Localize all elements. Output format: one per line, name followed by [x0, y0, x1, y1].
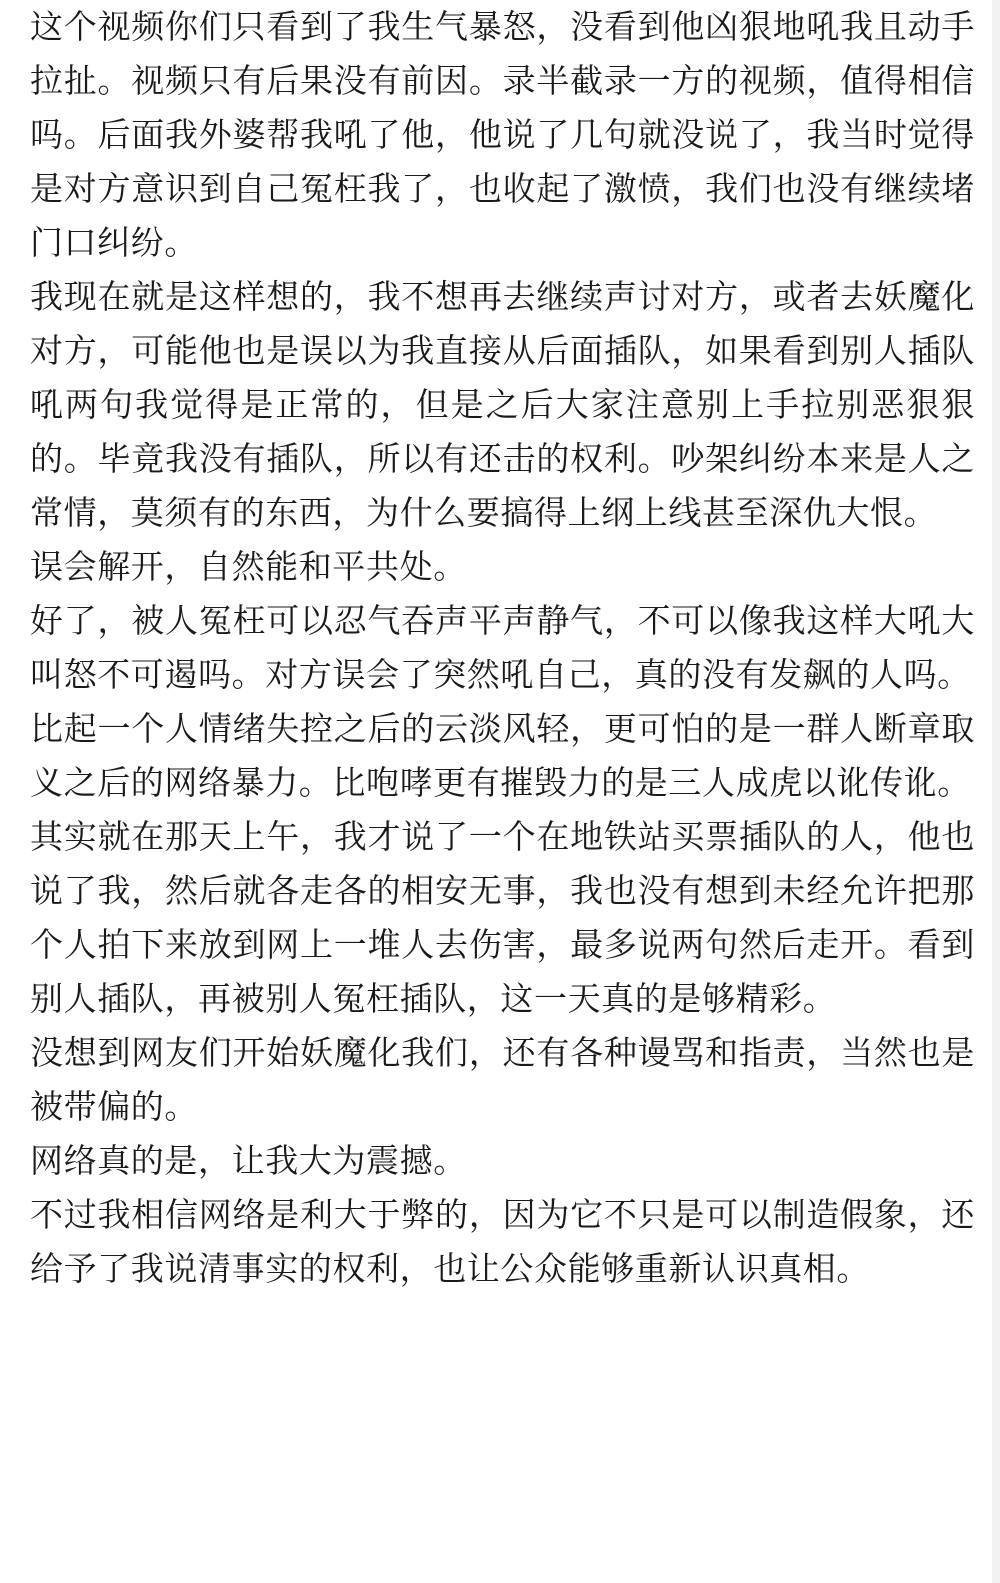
post-body — [30, 0, 975, 1296]
paragraph: 比起一个人情绪失控之后的云淡风轻，更可怕的是一群人断章取义之后的网络暴力。比咆哮更有摧毁力的是三人成虎以讹传讹。 — [30, 709, 975, 802]
paragraph: 误会解开，自然能和平共处。 — [30, 547, 467, 586]
paragraph: 好了，被人冤枉可以忍气吞声平声静气，不可以像我这样大吼大叫怒不可遏吗。对方误会了突然吼自己，真的没有发飙的人吗。 — [30, 601, 975, 694]
paragraph: 没想到网友们开始妖魔化我们，还有各种谩骂和指责，当然也是被带偏的。 — [30, 1033, 975, 1126]
paragraph: 不过我相信网络是利大于弊的，因为它不只是可以制造假象，还给予了我说清事实的权利，也让公众能够重新认识真相。 — [30, 1195, 975, 1288]
paragraph: 这个视频你们只看到了我生气暴怒，没看到他凶狠地吼我且动手拉扯。视频只有后果没有前因。录半截录一方的视频，值得相信吗。后面我外婆帮我吼了他，他说了几句就没说了，我当时觉得是对方意识到自己冤枉我了，也收起了激愤，我们也没有继续堵门口纠纷。 — [30, 7, 975, 262]
paragraph: 我现在就是这样想的，我不想再去继续声讨对方，或者去妖魔化对方，可能他也是误以为我直接从后面插队，如果看到别人插队吼两句我觉得是正常的，但是之后大家注意别上手拉别恶狠狠的。毕竟我没有插队，所以有还击的权利。吵架纠纷本来是人之常情，莫须有的东西，为什么要搞得上纲上线甚至深仇大恨。 — [30, 277, 975, 532]
paragraph: 其实就在那天上午，我才说了一个在地铁站买票插队的人，他也说了我，然后就各走各的相安无事，我也没有想到未经允许把那个人拍下来放到网上一堆人去伤害，最多说两句然后走开。看到别人插队，再被别人冤枉插队，这一天真的是够精彩。 — [30, 817, 975, 1018]
page-edge-divider — [992, 0, 1000, 1583]
paragraph: 网络真的是，让我大为震撼。 — [30, 1141, 467, 1180]
